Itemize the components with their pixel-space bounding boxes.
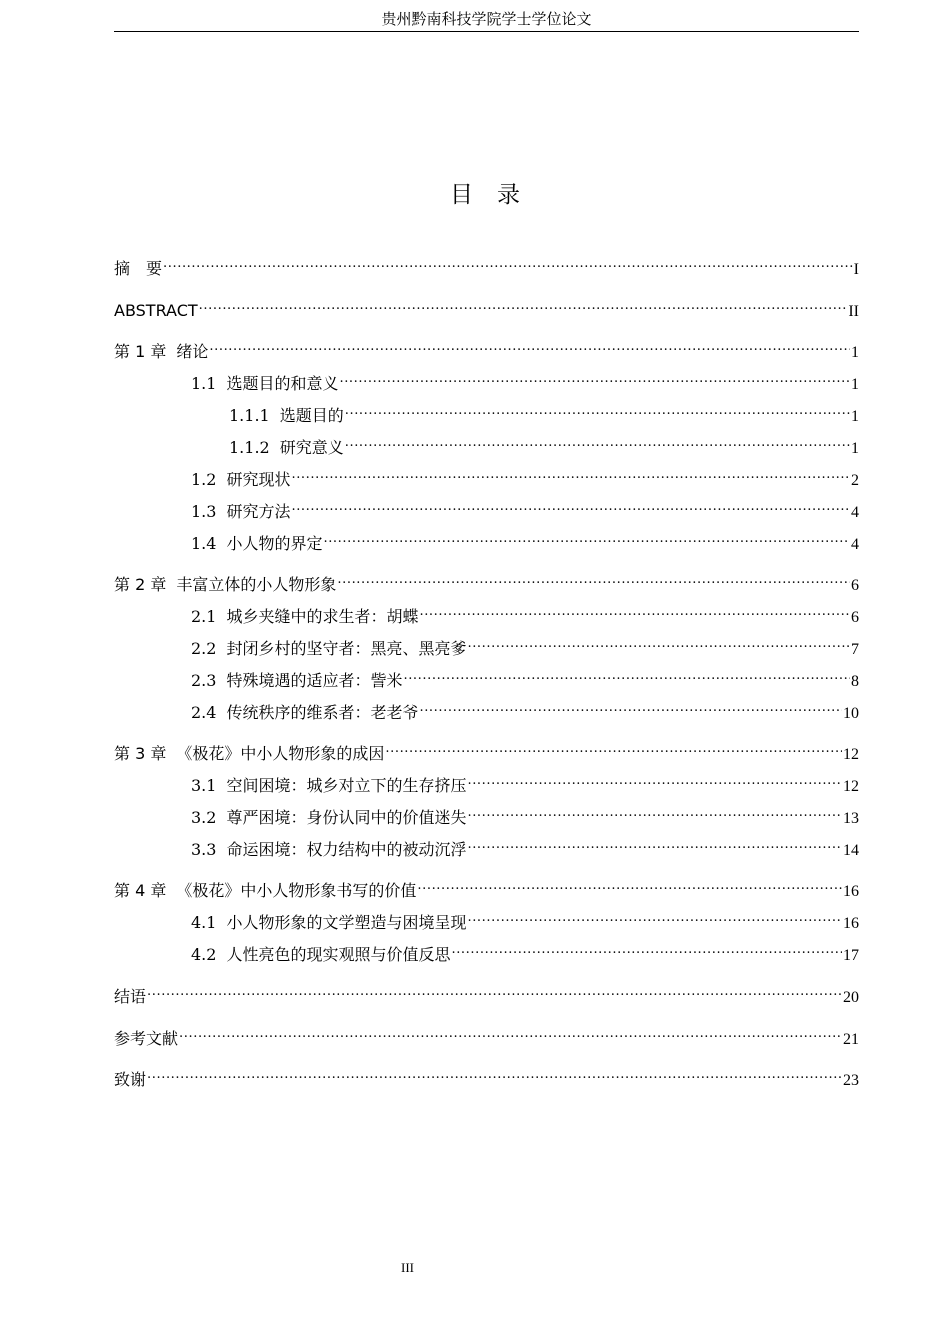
dot-leader <box>345 427 850 453</box>
toc-entry-page: 13 <box>843 810 859 827</box>
dot-leader <box>403 660 850 686</box>
dot-leader <box>337 564 850 590</box>
dot-leader <box>291 491 850 517</box>
toc-entry-page: 23 <box>843 1072 859 1089</box>
dot-leader <box>179 1018 842 1044</box>
running-header: 贵州黔南科技学院学士学位论文 <box>381 10 592 28</box>
dot-leader <box>467 902 842 928</box>
dot-leader <box>467 765 842 791</box>
toc-entry-number: 3.1 <box>191 776 217 795</box>
toc-entry-number: 2.1 <box>191 607 217 626</box>
toc-entry-page: 1 <box>851 376 859 393</box>
toc-entry-page: 8 <box>851 673 859 690</box>
toc-entry-number: 1.3 <box>191 502 217 521</box>
toc-entry-number: 第 2 章 <box>114 575 167 594</box>
dot-leader <box>147 976 842 1002</box>
toc-entry[interactable] <box>191 765 859 795</box>
toc-entry-page: 6 <box>851 577 859 594</box>
toc-entry-page: 1 <box>851 344 859 361</box>
toc-entry[interactable] <box>229 427 859 457</box>
toc-entry-title: 封闭乡村的坚守者：黑亮、黑亮爹 <box>226 639 467 658</box>
toc-entry-number: 第 3 章 <box>114 744 167 763</box>
dot-leader <box>291 459 850 485</box>
dot-leader <box>345 395 850 421</box>
toc-entry[interactable] <box>114 564 859 594</box>
toc-entry-number: 2.4 <box>191 703 217 722</box>
toc-entry-number: 1.1.2 <box>229 438 270 457</box>
dot-leader <box>417 870 842 896</box>
toc-entry-title: 《极花》中小人物形象的成因 <box>176 744 385 763</box>
toc-entry[interactable] <box>191 797 859 827</box>
toc-entry-title: 小人物形象的文学塑造与困境呈现 <box>226 913 467 932</box>
toc-entry[interactable] <box>191 491 859 521</box>
toc-entry[interactable] <box>191 363 859 393</box>
toc-entry-title: 选题目的 <box>279 406 344 425</box>
toc-entry[interactable] <box>114 1059 859 1089</box>
toc-title <box>0 178 950 212</box>
toc-entry-page: 16 <box>843 883 859 900</box>
toc-entry-page: 16 <box>843 915 859 932</box>
toc-entry[interactable] <box>191 660 859 690</box>
toc-entry-page: 4 <box>851 536 859 553</box>
toc-entry-page: 12 <box>843 746 859 763</box>
dot-leader <box>209 331 850 357</box>
dot-leader <box>419 596 850 622</box>
toc-title-char-2: 录 <box>497 182 520 208</box>
toc-entry[interactable] <box>191 902 859 932</box>
toc-entry-title: 参考文献 <box>114 1029 179 1048</box>
toc-entry-page: 1 <box>851 440 859 457</box>
dot-leader <box>467 829 842 855</box>
toc-entry-page: 7 <box>851 641 859 658</box>
toc-entry[interactable] <box>114 1018 859 1048</box>
toc-entry-number: 3.3 <box>191 840 217 859</box>
toc-entry-title: 尊严困境：身份认同中的价值迷失 <box>226 808 467 827</box>
toc-entry-number: 1.2 <box>191 470 217 489</box>
dot-leader <box>385 733 842 759</box>
toc-entry-title: 空间困境：城乡对立下的生存挤压 <box>226 776 467 795</box>
toc-entry-title: 丰富立体的小人物形象 <box>176 575 337 594</box>
toc-entry-page: II <box>848 303 859 320</box>
toc-entry[interactable] <box>114 290 859 320</box>
dot-leader <box>467 628 850 654</box>
toc-entry-title: 选题目的和意义 <box>226 374 339 393</box>
toc-entry-title: 结语 <box>114 987 147 1006</box>
toc-entry-number: 第 4 章 <box>114 881 167 900</box>
toc-entry-page: 6 <box>851 609 859 626</box>
toc-entry-page: 12 <box>843 778 859 795</box>
toc-entry-title: 摘 要 <box>114 259 163 278</box>
header-rule <box>114 31 859 32</box>
toc-entry-page: 2 <box>851 472 859 489</box>
dot-leader <box>419 692 842 718</box>
toc-entry-title: ABSTRACT <box>114 301 198 320</box>
toc-entry-page: 21 <box>843 1031 859 1048</box>
dot-leader <box>147 1059 842 1085</box>
toc-entry[interactable] <box>191 692 859 722</box>
toc-entry[interactable] <box>191 829 859 859</box>
toc-entry-number: 第 1 章 <box>114 342 167 361</box>
dot-leader <box>163 248 853 274</box>
toc-entry-number: 2.3 <box>191 671 217 690</box>
toc-entry-title: 绪论 <box>176 342 209 361</box>
dot-leader <box>199 290 848 316</box>
toc-entry-page: 1 <box>851 408 859 425</box>
dot-leader <box>323 523 850 549</box>
toc-entry-number: 2.2 <box>191 639 217 658</box>
toc-entry-number: 4.2 <box>191 945 217 964</box>
toc-entry-title: 研究意义 <box>279 438 344 457</box>
toc-entry-page: 17 <box>843 947 859 964</box>
toc-entry-page: I <box>853 261 859 278</box>
toc-entry[interactable] <box>114 331 859 361</box>
dot-leader <box>451 934 842 960</box>
toc-entry-title: 研究方法 <box>226 502 291 521</box>
toc-entry[interactable] <box>191 934 859 964</box>
toc-entry-title: 小人物的界定 <box>226 534 323 553</box>
toc-entry[interactable] <box>191 523 859 553</box>
dot-leader <box>339 363 850 389</box>
toc-entry-page: 10 <box>843 705 859 722</box>
toc-entry-title: 城乡夹缝中的求生者：胡蝶 <box>226 607 419 626</box>
toc-entry-title: 致谢 <box>114 1070 147 1089</box>
toc-entry-page: 4 <box>851 504 859 521</box>
toc-entry-page: 14 <box>843 842 859 859</box>
toc-entry[interactable] <box>114 733 859 763</box>
toc-entry[interactable] <box>114 870 859 900</box>
toc-entry-title: 特殊境遇的适应者：訾米 <box>226 671 403 690</box>
toc-entry-number: 1.1 <box>191 374 217 393</box>
page-number: III <box>401 1260 414 1275</box>
toc-entry[interactable] <box>191 459 859 489</box>
toc-entry-title: 人性亮色的现实观照与价值反思 <box>226 945 451 964</box>
toc-entry-number: 1.1.1 <box>229 406 270 425</box>
toc-entry-number: 4.1 <box>191 913 217 932</box>
toc-entry-number: 3.2 <box>191 808 217 827</box>
toc-entry-number: 1.4 <box>191 534 217 553</box>
toc-title-char-1: 目 <box>450 182 473 208</box>
toc-entry-title: 传统秩序的维系者：老老爷 <box>226 703 419 722</box>
toc-entry[interactable] <box>229 395 859 425</box>
toc-entry[interactable] <box>114 976 859 1006</box>
toc-entry[interactable] <box>114 248 859 278</box>
toc-entry[interactable] <box>191 596 859 626</box>
dot-leader <box>467 797 842 823</box>
toc-entry-title: 研究现状 <box>226 470 291 489</box>
toc-entry-title: 《极花》中小人物形象书写的价值 <box>176 881 417 900</box>
toc-entry-page: 20 <box>843 989 859 1006</box>
toc-entry-title: 命运困境：权力结构中的被动沉浮 <box>226 840 467 859</box>
toc-entry[interactable] <box>191 628 859 658</box>
